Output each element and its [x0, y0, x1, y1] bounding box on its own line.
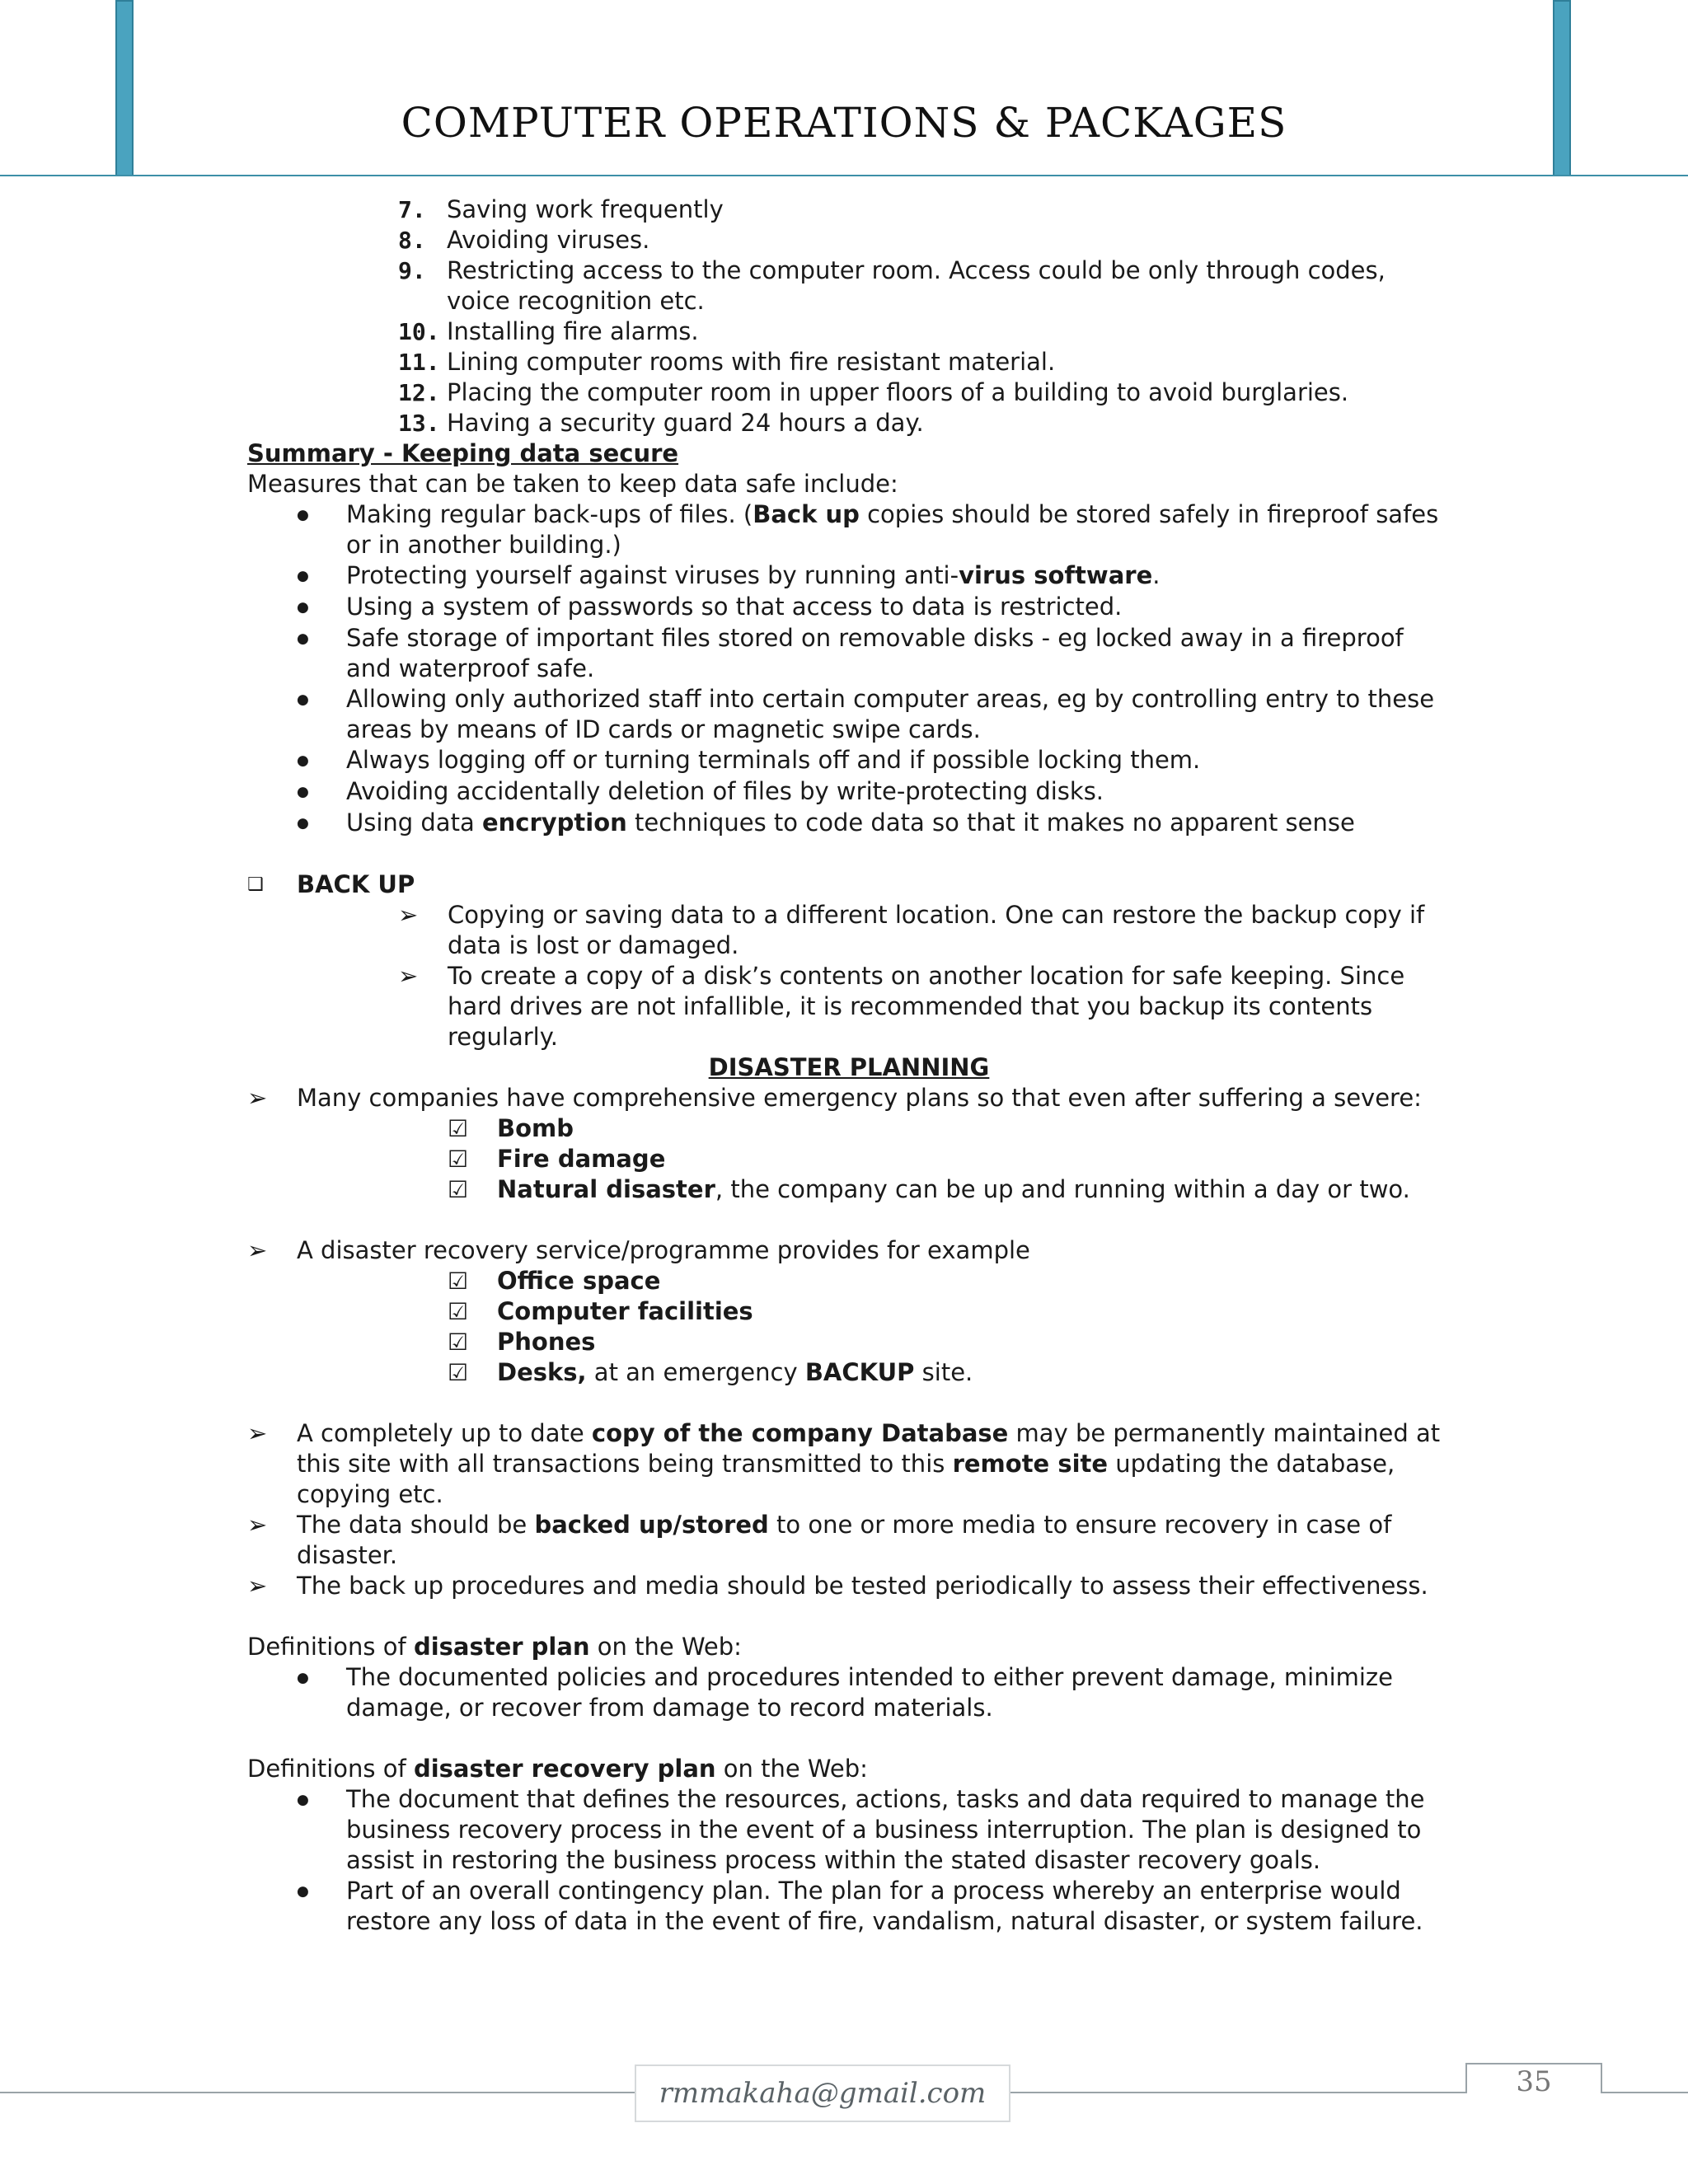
item-text: Copying or saving data to a different location. One can restore the backup copy if data is lost or damaged. [448, 901, 1425, 959]
item-text: techniques to code data so that it makes no apparent sense [626, 808, 1355, 837]
def-text: Definitions of [247, 1755, 414, 1783]
item-text: at an emergency [586, 1358, 805, 1386]
item-text: site. [914, 1358, 973, 1386]
arrow-icon: ➢ [247, 1511, 268, 1539]
page-header-title: COMPUTER OPERATIONS & PACKAGES [401, 99, 1287, 147]
header-rule [0, 175, 1688, 176]
square-bullet-icon: ❑ [247, 874, 264, 895]
item-text: A disaster recovery service/programme provides for example [297, 1236, 1030, 1264]
checklist-item [448, 1266, 1451, 1296]
checkbox-icon: ☑ [448, 1329, 469, 1356]
item-bold: Desks, [497, 1358, 587, 1386]
list-item [297, 623, 1451, 684]
item-text: Using a system of passwords so that access to data is restricted. [346, 593, 1123, 621]
arrow-icon: ➢ [247, 1236, 268, 1264]
list-item [398, 194, 1451, 225]
item-bold: encryption [481, 808, 627, 837]
item-text: Using data [346, 808, 482, 837]
item-text: Protecting yourself against viruses by running anti- [346, 561, 959, 589]
item-text: Avoiding accidentally deletion of files by write-protecting disks. [346, 777, 1104, 805]
bullet-icon [297, 808, 346, 839]
list-item [297, 592, 1451, 623]
page-content [247, 194, 1451, 1937]
item-text: Lining computer rooms with fire resistant material. [447, 348, 1056, 376]
item-bold: virus software [959, 561, 1153, 589]
definitions-disaster-recovery-plan [247, 1754, 1451, 1784]
checkbox-icon: ☑ [448, 1359, 469, 1386]
item-bold: BACKUP [804, 1358, 915, 1386]
header-bar-right [1553, 0, 1571, 176]
item-text: Allowing only authorized staff into certain computer areas, eg by controlling entry to these areas by means of ID cards or magnetic swipe cards. [346, 685, 1435, 743]
item-bold: backed up/stored [534, 1511, 769, 1539]
checklist-2 [448, 1266, 1451, 1388]
item-text: The data should be [297, 1511, 535, 1539]
page-number: 35 [1516, 2065, 1552, 2098]
checklist-item [448, 1144, 1451, 1174]
item-text: may be permanently maintained at this site with all transactions being transmitted to this [297, 1419, 1441, 1478]
list-item [297, 776, 1451, 808]
def-text: Definitions of [247, 1633, 414, 1661]
list-item [297, 808, 1451, 839]
backup-heading [247, 869, 1451, 900]
bullet-icon [297, 623, 346, 684]
item-text: Placing the computer room in upper floors of a building to avoid burglaries. [447, 378, 1349, 406]
bullet-icon [297, 1784, 346, 1876]
bullet-icon [297, 1876, 346, 1937]
footer-email: rmmakaha@gmail.com [635, 2064, 1010, 2122]
checkbox-icon: ☑ [448, 1176, 469, 1203]
item-text: Part of an overall contingency plan. The plan for a process whereby an enterprise would restore any loss of data in the event of fire, vandalism, natural disaster, or system failure. [346, 1877, 1423, 1935]
def2-list [297, 1784, 1451, 1937]
item-text: Many companies have comprehensive emergency plans so that even after suffering a severe: [297, 1084, 1422, 1112]
checkbox-icon: ☑ [448, 1298, 469, 1325]
item-text: Installing fire alarms. [447, 317, 699, 345]
bullet-icon [297, 499, 346, 560]
item-text: Saving work frequently [447, 195, 724, 223]
bullet-icon [297, 776, 346, 808]
item-text: Having a security guard 24 hours a day. [447, 409, 924, 437]
list-item [398, 900, 1451, 961]
bullet-icon [297, 684, 346, 745]
item-text: . [1152, 561, 1160, 589]
item-bold: Office space [497, 1267, 661, 1295]
list-item [247, 1083, 1451, 1113]
arrow-icon: ➢ [398, 901, 419, 929]
summary-intro: Measures that can be taken to keep data safe include: [247, 470, 898, 498]
list-item [398, 347, 1451, 377]
item-text: Always logging off or turning terminals off and if possible locking them. [346, 746, 1201, 774]
disaster-list-3 [247, 1418, 1451, 1601]
item-number: 12. [398, 379, 440, 406]
bullet-icon [297, 592, 346, 623]
def-term: disaster recovery plan [413, 1755, 716, 1783]
item-text: Restricting access to the computer room. Access could be only through codes, voice recognition etc. [447, 256, 1386, 315]
item-bold: Fire damage [497, 1145, 666, 1173]
item-text: A completely up to date [297, 1419, 592, 1447]
bullet-icon [297, 560, 346, 592]
item-bold: Natural disaster [497, 1175, 715, 1203]
summary-heading: Summary - Keeping data secure [247, 439, 679, 467]
disaster-list-1 [247, 1083, 1451, 1113]
item-text: Making regular back-ups of files. ( [346, 500, 753, 528]
list-item [297, 1662, 1451, 1723]
checklist-1 [448, 1113, 1451, 1205]
def1-list [297, 1662, 1451, 1723]
bullet-icon [297, 745, 346, 776]
checkbox-icon: ☑ [448, 1268, 469, 1295]
list-item [247, 1235, 1451, 1266]
definitions-disaster-plan [247, 1632, 1451, 1662]
backup-heading-text: BACK UP [297, 870, 415, 898]
item-text: To create a copy of a disk’s contents on another location for safe keeping. Since hard drives are not infallible, it is recommended that you backup its contents regularly. [448, 962, 1405, 1051]
bullet-icon [297, 1662, 346, 1723]
item-number: 13. [398, 410, 440, 437]
item-text: updating the database, copying etc. [297, 1450, 1395, 1508]
item-text: The document that defines the resources, actions, tasks and data required to manage the business recovery process in the event of a business interruption. The plan is designed to assist in restoring the business process within the stated disaster recovery goals. [346, 1785, 1425, 1874]
checkbox-icon: ☑ [448, 1115, 469, 1142]
item-bold: copy of the company Database [591, 1419, 1009, 1447]
item-bold: Bomb [497, 1114, 574, 1142]
def-text: on the Web: [715, 1755, 868, 1783]
item-text: copies should be stored safely in fireproof safes or in another building.) [346, 500, 1439, 559]
checklist-item [448, 1113, 1451, 1144]
list-item [247, 1571, 1451, 1601]
list-item [247, 1418, 1451, 1510]
numbered-list [398, 194, 1451, 438]
list-item [297, 1784, 1451, 1876]
footer-rule-left [0, 2092, 635, 2093]
item-bold: Back up [753, 500, 860, 528]
footer-rule-far-right [1602, 2092, 1688, 2093]
header-bar-left [115, 0, 134, 176]
backup-list [398, 900, 1451, 1052]
list-item [297, 499, 1451, 560]
item-text: to one or more media to ensure recovery in case of disaster. [297, 1511, 1392, 1569]
list-item [297, 1876, 1451, 1937]
item-number: 8. [398, 227, 426, 254]
item-number: 7. [398, 196, 426, 223]
arrow-icon: ➢ [247, 1419, 268, 1447]
list-item [247, 1510, 1451, 1571]
disaster-list-2 [247, 1235, 1451, 1266]
item-bold: remote site [952, 1450, 1109, 1478]
item-number: 10. [398, 318, 440, 345]
arrow-icon: ➢ [398, 962, 419, 990]
item-text: The back up procedures and media should be tested periodically to assess their effectiveness. [297, 1572, 1428, 1600]
list-item [297, 745, 1451, 776]
list-item [398, 961, 1451, 1052]
checklist-item [448, 1296, 1451, 1327]
checklist-item [448, 1174, 1451, 1205]
item-text: The documented policies and procedures intended to either prevent damage, minimize damage, or recover from damage to record materials. [346, 1663, 1393, 1722]
item-text: Safe storage of important files stored on removable disks - eg locked away in a fireproof and waterproof safe. [346, 624, 1404, 682]
checklist-item [448, 1357, 1451, 1388]
footer-rule-right [1010, 2092, 1465, 2093]
summary-list [297, 499, 1451, 839]
item-text: Avoiding viruses. [447, 226, 650, 254]
item-text: , the company can be up and running within a day or two. [715, 1175, 1410, 1203]
list-item [398, 225, 1451, 255]
item-number: 9. [398, 257, 426, 284]
def-term: disaster plan [413, 1633, 590, 1661]
item-number: 11. [398, 349, 440, 376]
list-item [398, 316, 1451, 347]
list-item [398, 255, 1451, 316]
list-item [297, 560, 1451, 592]
def-text: on the Web: [589, 1633, 742, 1661]
list-item [398, 377, 1451, 408]
list-item [398, 408, 1451, 438]
item-bold: Computer facilities [497, 1297, 753, 1325]
checkbox-icon: ☑ [448, 1146, 469, 1173]
item-bold: Phones [497, 1328, 596, 1356]
checklist-item [448, 1327, 1451, 1357]
arrow-icon: ➢ [247, 1572, 268, 1600]
arrow-icon: ➢ [247, 1084, 268, 1112]
disaster-heading: DISASTER PLANNING [708, 1053, 990, 1081]
list-item [297, 684, 1451, 745]
